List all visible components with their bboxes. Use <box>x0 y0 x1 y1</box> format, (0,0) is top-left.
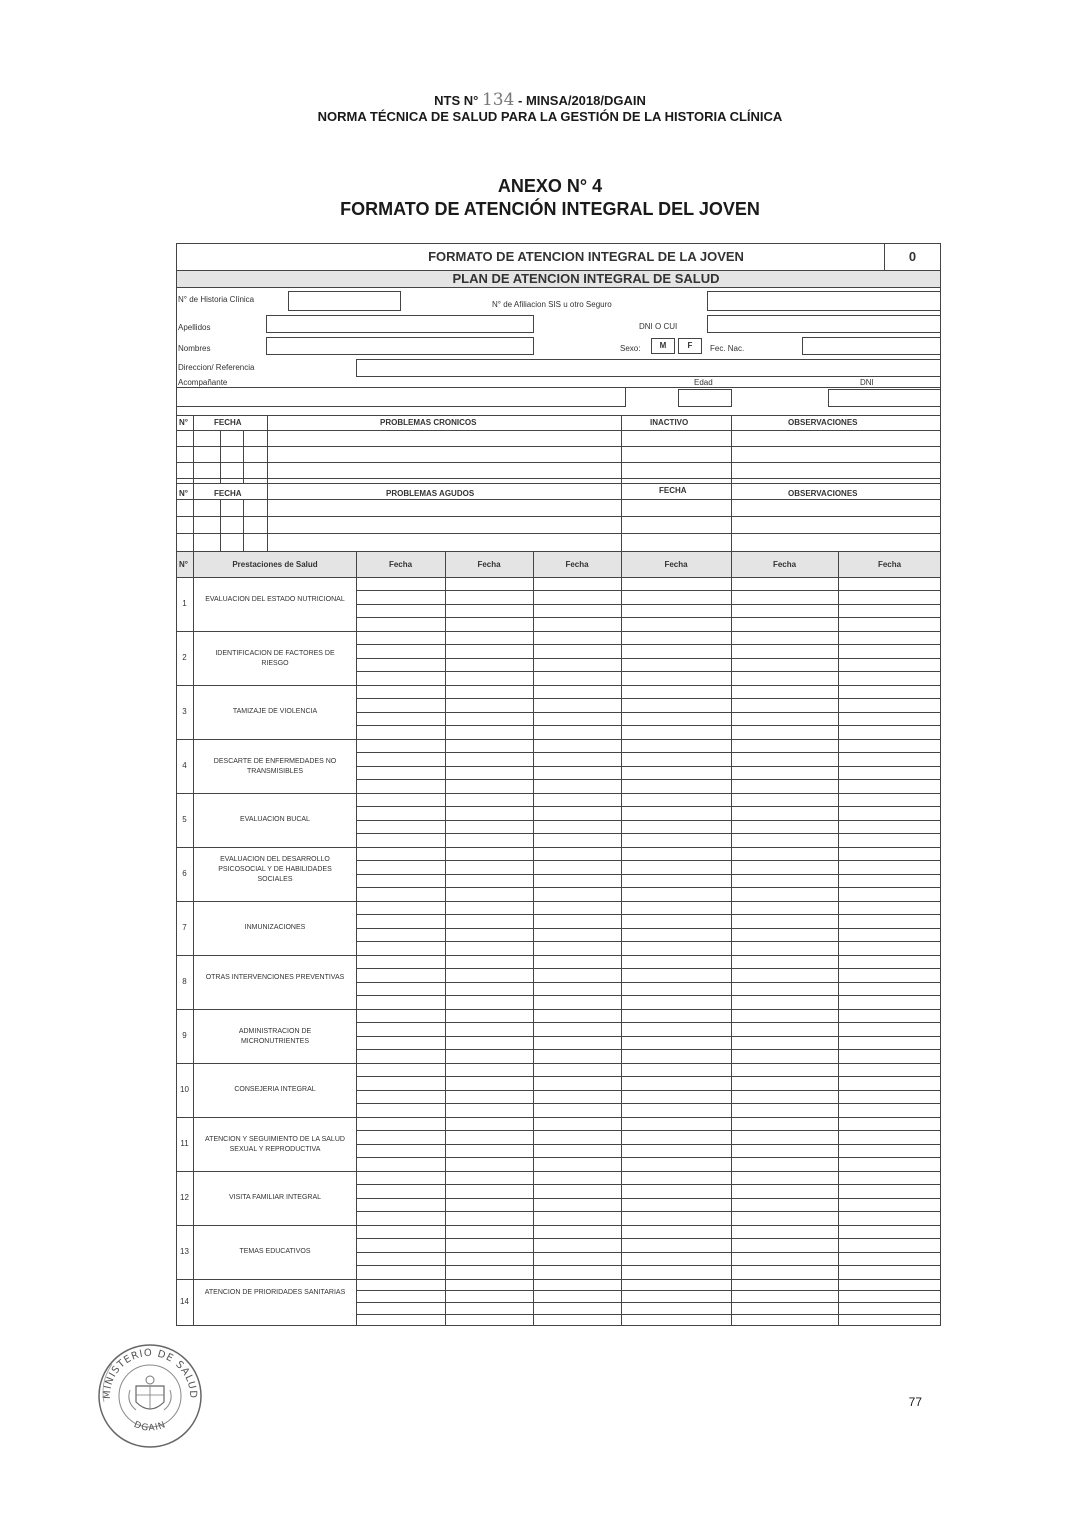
service-label: TEMAS EDUCATIVOS <box>239 1248 311 1255</box>
service-label: INMUNIZACIONES <box>244 924 306 931</box>
sexo-f-box[interactable]: F <box>678 338 702 354</box>
plan-title: PLAN DE ATENCION INTEGRAL DE SALUD <box>452 271 720 286</box>
prestaciones-header: Prestaciones de Salud <box>232 560 318 569</box>
direccion-label: Direccion/ Referencia <box>178 363 255 372</box>
apellidos-field[interactable] <box>266 315 534 333</box>
agudos-problemas: PROBLEMAS AGUDOS <box>386 489 475 498</box>
edad-field[interactable] <box>678 389 732 407</box>
acompanante-label: Acompañante <box>178 378 228 387</box>
fec-nac-field[interactable] <box>802 337 941 355</box>
historia-label: N° de Historia Clínica <box>178 295 255 304</box>
afiliacion-label: N° de Afiliacion SIS u otro Seguro <box>492 300 612 309</box>
dni-field[interactable] <box>828 389 941 407</box>
historia-field[interactable] <box>288 291 401 311</box>
fecha-header-6: Fecha <box>877 560 902 569</box>
service-label: VISITA FAMILIAR INTEGRAL <box>228 1194 322 1201</box>
service-label: EVALUACION BUCAL <box>240 816 310 823</box>
service-label: IDENTIFICACION DE FACTORES DE RIESGO <box>215 650 335 667</box>
fecha-header-2: Fecha <box>477 560 501 569</box>
fecha-header-3: Fecha <box>565 560 589 569</box>
service-label: ATENCION Y SEGUIMIENTO DE LA SALUD SEXUAL Y REPRODUCTIVA <box>205 1136 345 1153</box>
service-label: ADMINISTRACION DE MICRONUTRIENTES <box>238 1028 312 1045</box>
nombres-label: Nombres <box>178 344 211 353</box>
agudos-n: N° <box>179 489 188 498</box>
nombres-field[interactable] <box>266 337 534 355</box>
service-label: EVALUACION DEL ESTADO NUTRICIONAL <box>205 596 345 603</box>
handwritten-number: 134 <box>481 90 515 110</box>
attention-form: FORMATO DE ATENCION INTEGRAL DE LA JOVEN 0 PLAN DE ATENCION INTEGRAL DE SALUD N° de Historia Clínica N° de Afiliacion SIS u otro Seguro Apellidos DNI O CUI Nombres Sexo: M F Fec. Nac. Direccion/ Referencia Acompañante Edad DNI N° FECHA PROBLEMAS CRONICOS INACTIVO OBSERVACIONES N° FECHA PROBLEMAS AGUDOS FECHA OBSERVACIONES N° Prestaciones de Salud Fecha Fecha Fecha Fecha Fecha Fecha 1 EVALUACION DEL ESTADO NUTRICIONAL 2 IDENTIFICACION DE FACTORES DE RIESGO 3 TAMIZAJE DE VIOLENCIA 4 DESCARTE DE ENFERMEDADES NO TRANSMISIBLES 5 EVALUACION BUCAL 6 EVALUACION DEL DESARROLLO PSICOSOCIAL Y DE HABILIDADES SOCIALES 7 INMUNIZACIONES 8 OTRAS INTERVENCIONES PREVENTIVAS 9 ADMINISTRACION DE MICRONUTRIENTES 10 CONSEJERIA INTEGRAL 11 ATENCION Y SEGUIMIENTO DE LA SALUD SEXUAL Y REPRODUCTIVA 12 VISITA FAMILIAR INTEGRAL 13 TEMAS EDUCATIVOS 14 ATENCION DE PRIORIDADES SANITARIAS <box>176 243 941 1326</box>
sexo-m-box[interactable]: M <box>651 338 675 354</box>
fecha-header-1: Fecha <box>388 560 413 569</box>
service-label: DESCARTE DE ENFERMEDADES NO TRANSMISIBLES <box>213 758 337 775</box>
fec-nac-label: Fec. Nac. <box>710 344 745 353</box>
direccion-field[interactable] <box>356 359 941 377</box>
nts-reference: NTS N° 134 - MINSA/2018/DGAIN <box>434 90 646 110</box>
agudos-observaciones: OBSERVACIONES <box>788 489 858 498</box>
dni-cui-label: DNI O CUI <box>639 322 678 331</box>
dni-label: DNI <box>860 378 874 387</box>
acompanante-field[interactable] <box>176 387 626 407</box>
agudos-fecha: FECHA <box>214 489 242 498</box>
apellidos-label: Apellidos <box>178 323 211 332</box>
sexo-label: Sexo: <box>620 344 641 353</box>
svg-text:DGAIN: DGAIN <box>132 1419 168 1434</box>
service-label: OTRAS INTERVENCIONES PREVENTIVAS <box>205 974 345 981</box>
fecha-header-5: Fecha <box>772 560 797 569</box>
services-n: N° <box>179 560 188 569</box>
cronicos-problemas: PROBLEMAS CRONICOS <box>380 418 477 427</box>
cronicos-observaciones: OBSERVACIONES <box>788 418 858 427</box>
fecha-header-4: Fecha <box>664 560 688 569</box>
cronicos-fecha: FECHA <box>214 418 242 427</box>
service-label: EVALUACION DEL DESARROLLO PSICOSOCIAL Y DE HABILIDADES SOCIALES <box>218 856 332 883</box>
format-title: FORMATO DE ATENCIÓN INTEGRAL DEL JOVEN <box>340 199 760 219</box>
svg-text:MINISTERIO DE SALUD: MINISTERIO DE SALUD <box>101 1347 199 1400</box>
seal-graphic <box>96 1342 204 1450</box>
form-main-title: FORMATO DE ATENCION INTEGRAL DE LA JOVEN <box>428 249 744 264</box>
afiliacion-field[interactable] <box>707 291 941 311</box>
anexo-title: ANEXO N° 4 <box>497 176 603 196</box>
dni-cui-field[interactable] <box>707 315 941 333</box>
cronicos-inactivo: INACTIVO <box>650 418 689 427</box>
ministry-seal <box>96 1342 204 1450</box>
service-label: ATENCION DE PRIORIDADES SANITARIAS <box>204 1289 346 1296</box>
agudos-fecha2: FECHA <box>659 486 687 495</box>
page-number: 77 <box>908 1395 922 1409</box>
service-label: TAMIZAJE DE VIOLENCIA <box>232 708 318 715</box>
service-label: CONSEJERIA INTEGRAL <box>234 1086 316 1093</box>
form-main-value: 0 <box>908 249 917 264</box>
edad-label: Edad <box>694 378 713 387</box>
norma-title: NORMA TÉCNICA DE SALUD PARA LA GESTIÓN DE LA HISTORIA CLÍNICA <box>317 109 783 124</box>
cronicos-n: N° <box>179 418 188 427</box>
